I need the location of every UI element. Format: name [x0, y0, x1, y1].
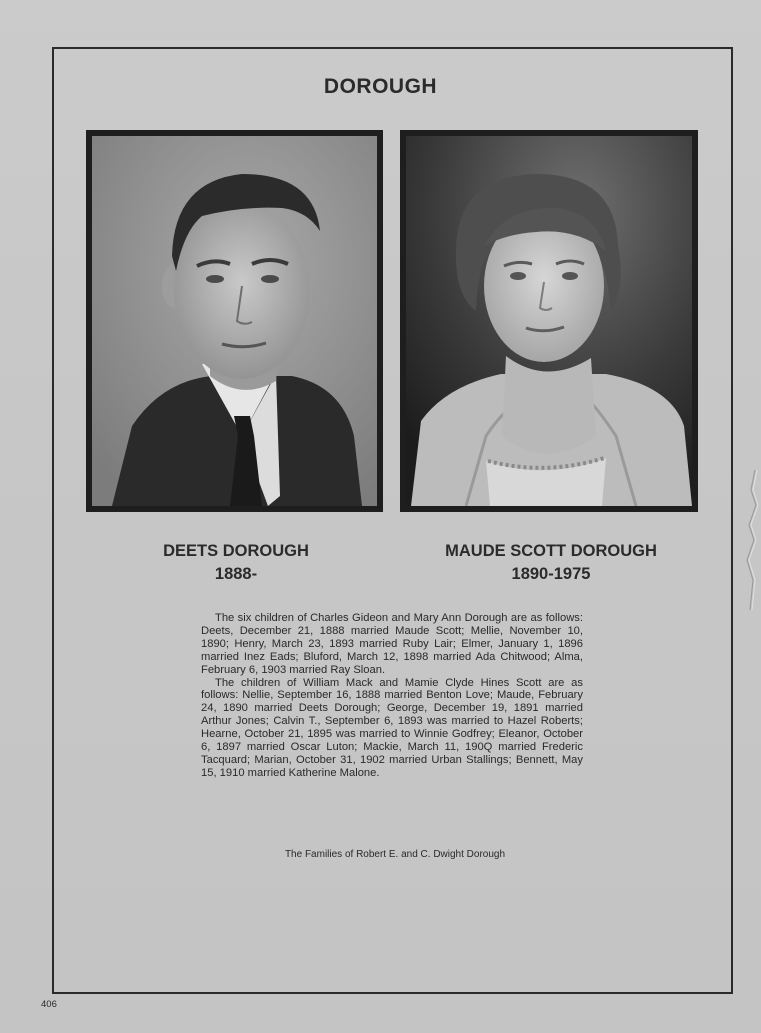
- family-history-text: [201, 612, 583, 780]
- caption-maude-scott-dorough: [400, 540, 702, 586]
- portrait-maude-scott-dorough: [400, 130, 698, 512]
- photo-credit: The Families of Robert E. and C. Dwight Dorough: [284, 849, 506, 860]
- portrait-man-image: [92, 136, 377, 506]
- paragraph-dorough-children: The six children of Charles Gideon and Mary Ann Dorough are as follows: Deets, December 21, 1888 married Maude Scott; Mellie, November 10, 1890; Henry, March 23, 1893 married Ruby Lair; Elmer, January 1, 1896 married Inez Eads; Bluford, March 12, 1898 married Ada Chitwood; Alma, February 6, 1903 married Ray Sloan.: [201, 612, 583, 676]
- caption-years: 1888-: [214, 565, 258, 583]
- paper-tear-mark: [741, 470, 761, 610]
- page-number: 406: [41, 999, 57, 1010]
- page-title: DOROUGH: [323, 75, 438, 98]
- caption-name: DEETS DOROUGH: [163, 542, 309, 560]
- paragraph-scott-children: The children of William Mack and Mamie Clyde Hines Scott are as follows: Nellie, September 16, 1888 married Benton Love; Maude, February 24, 1890 married Deets Dorough; George, December 19, 1891 married Arthur Jones; Calvin T., September 6, 1893 was married to Hazel Roberts; Hearne, October 21, 1895 was married to Winnie Godfrey; Eleanor, October 6, 1897 married Oscar Luton; Mackie, March 11, 190Q married Frederic Tacquard; Marian, October 31, 1902 married Urban Stallings; Bennett, May 15, 1910 married Katherine Malone.: [201, 676, 583, 779]
- caption-name: MAUDE SCOTT DOROUGH: [445, 542, 657, 560]
- portrait-deets-dorough: [86, 130, 383, 512]
- caption-years: 1890-1975: [511, 565, 591, 583]
- portrait-woman-image: [406, 136, 692, 506]
- caption-deets-dorough: [100, 540, 372, 586]
